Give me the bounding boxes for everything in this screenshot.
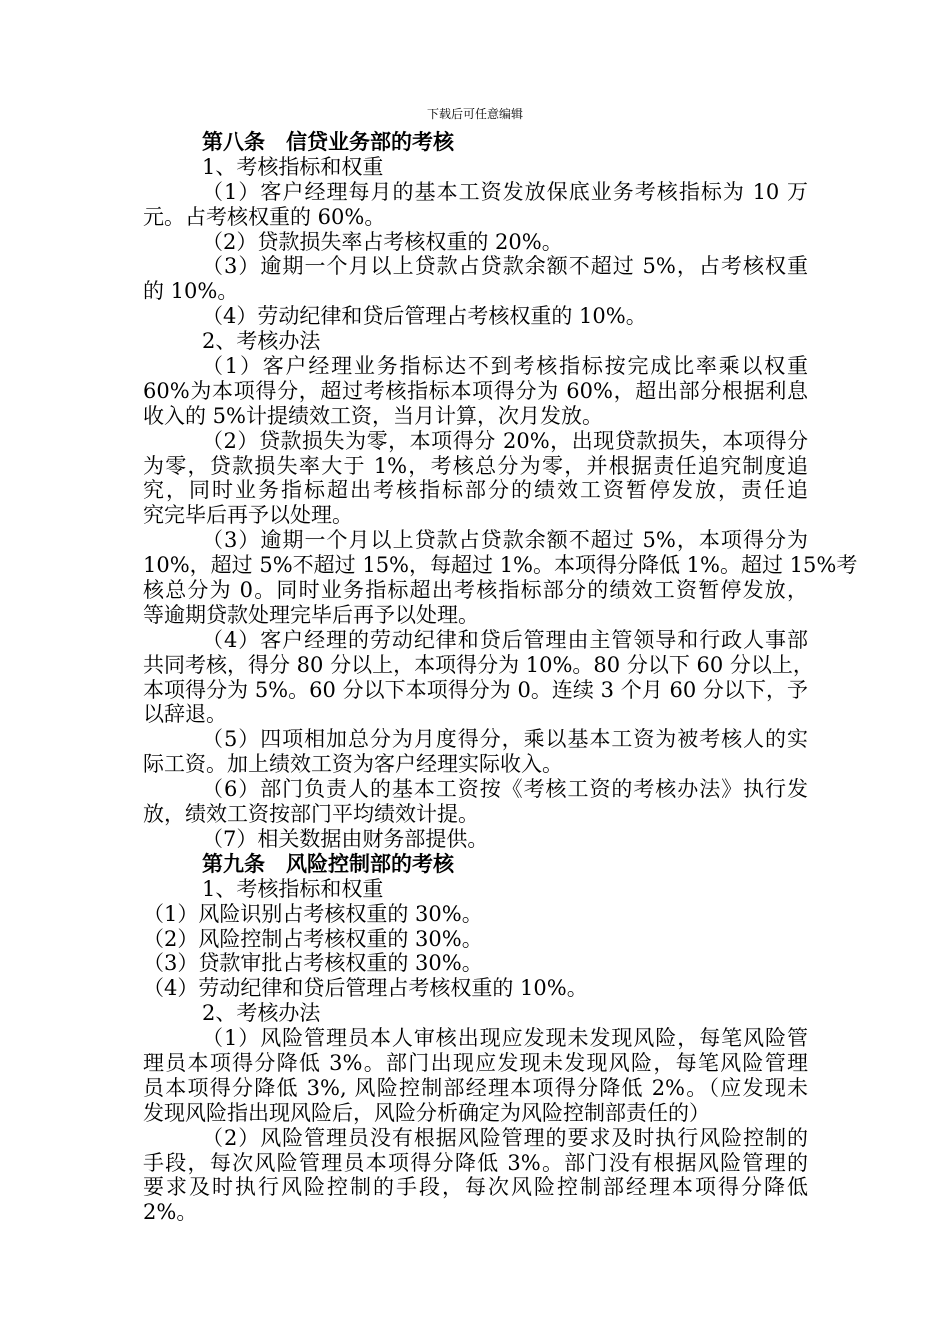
text-line: 2%。 [143,1200,198,1225]
text-line: 要求及时执行风险控制的手段，每次风险控制部经理本项得分降低 [143,1175,808,1200]
text-line: 究完毕后再予以处理。 [143,503,353,528]
text-line: （2）贷款损失率占考核权重的 20%。 [202,229,563,254]
text-line: 10%，超过 5%不超过 15%，每超过 1%。本项得分降低 1%。超过 15%考 [143,553,858,578]
text-line: （1）风险管理员本人审核出现应发现未发现风险，每笔风险管 [202,1026,808,1051]
text-line: 收入的 5%计提绩效工资，当月计算，次月发放。 [143,403,603,428]
document-body [143,129,858,1225]
text-line: 为零，贷款损失率大于 1%，考核总分为零，并根据责任追究制度追 [143,453,808,478]
text-line: （1）风险识别占考核权重的 30%。 [143,901,483,926]
text-line: 元。占考核权重的 60%。 [143,204,386,229]
text-line: （5）四项相加总分为月度得分，乘以基本工资为被考核人的实 [202,727,808,752]
text-line: 2、考核办法 [202,1001,321,1026]
text-line: 发现风险指出现风险后，风险分析确定为风险控制部责任的） [143,1100,710,1125]
text-line: （2）风险管理员没有根据风险管理的要求及时执行风险控制的 [202,1125,808,1150]
text-line: 的 10%。 [143,279,239,304]
text-line: （2）贷款损失为零，本项得分 20%，出现贷款损失，本项得分 [202,428,808,453]
text-line: 1、考核指标和权重 [202,876,384,901]
page-header: 下载后可任意编辑 [426,107,523,121]
text-line: （1）客户经理业务指标达不到考核指标按完成比率乘以权重 [202,354,808,379]
text-line: 员本项得分降低 3%, 风险控制部经理本项得分降低 2%。（应发现未 [143,1075,808,1100]
text-line: 等逾期贷款处理完毕后再予以处理。 [143,602,479,627]
text-line: （3）逾期一个月以上贷款占贷款余额不超过 5%，本项得分为 [202,528,808,553]
text-line: （1）客户经理每月的基本工资发放保底业务考核指标为 10 万 [202,179,808,204]
text-line: 理员本项得分降低 3%。部门出现应发现未发现风险，每笔风险管理 [143,1050,808,1075]
text-line: 共同考核，得分 80 分以上，本项得分为 10%。80 分以下 60 分以上， [143,652,814,677]
text-line: 以辞退。 [143,702,227,727]
text-line: 手段，每次风险管理员本项得分降低 3%。部门没有根据风险管理的 [143,1150,808,1175]
text-line: （2）风险控制占考核权重的 30%。 [143,926,483,951]
text-line: （6）部门负责人的基本工资按《考核工资的考核办法》执行发 [202,777,808,802]
text-line: 放，绩效工资按部门平均绩效计提。 [143,802,479,827]
text-line: 1、考核指标和权重 [202,154,384,179]
text-line: （4）劳动纪律和贷后管理占考核权重的 10%。 [202,304,647,329]
text-line: 核总分为 0。同时业务指标超出考核指标部分的绩效工资暂停发放， [143,578,808,603]
text-line: 本项得分为 5%。60 分以下本项得分为 0。连续 3 个月 60 分以下，予 [143,677,808,702]
text-line: （3）贷款审批占考核权重的 30%。 [143,951,483,976]
section-heading: 第九条 风险控制部的考核 [202,850,454,876]
text-line: （4）劳动纪律和贷后管理占考核权重的 10%。 [143,976,588,1001]
section-heading: 第八条 信贷业务部的考核 [202,129,454,154]
text-line: 60%为本项得分，超过考核指标本项得分为 60%，超出部分根据利息 [143,378,808,403]
text-line: 际工资。加上绩效工资为客户经理实际收入。 [143,752,563,777]
text-line: （7）相关数据由财务部提供。 [202,826,489,851]
text-line: 2、考核办法 [202,329,321,354]
text-line: （3）逾期一个月以上贷款占贷款余额不超过 5%，占考核权重 [202,254,808,279]
text-line: 究，同时业务指标超出考核指标部分的绩效工资暂停发放，责任追 [143,478,808,503]
text-line: （4）客户经理的劳动纪律和贷后管理由主管领导和行政人事部 [202,627,808,652]
